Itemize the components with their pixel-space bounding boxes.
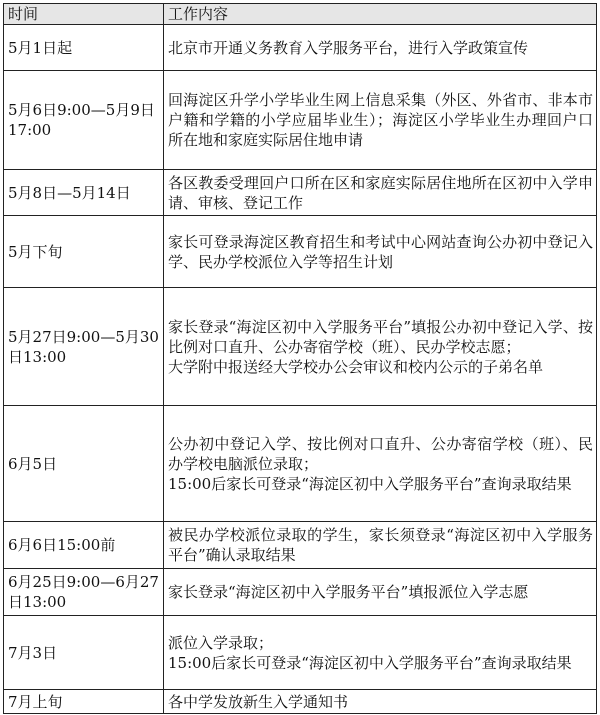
table-row xyxy=(4,71,597,170)
content-cell xyxy=(164,25,597,71)
content-line: 各中学发放新生入学通知书 xyxy=(168,692,349,711)
time-cell: 5月下旬 xyxy=(4,216,164,288)
header-time: 时间 xyxy=(4,4,164,25)
table-row xyxy=(4,170,597,216)
content-line: 北京市开通义务教育入学服务平台，进行入学政策宣传 xyxy=(168,38,529,57)
content-cell xyxy=(164,616,597,690)
table-row xyxy=(4,216,597,288)
time-cell: 6月5日 xyxy=(4,406,164,522)
content-line: 15:00后家长可登录“海淀区初中入学服务平台”查询录取结果 xyxy=(168,474,572,493)
content-line: 各区教委受理回户口所在区和家庭实际居住地所在区初中入学申请、审核、登记工作 xyxy=(168,173,593,212)
table-row xyxy=(4,406,597,522)
table-row xyxy=(4,522,597,569)
time-cell: 5月1日起 xyxy=(4,25,164,71)
content-cell xyxy=(164,71,597,170)
content-cell xyxy=(164,288,597,406)
table-row xyxy=(4,616,597,690)
content-cell xyxy=(164,522,597,569)
content-cell xyxy=(164,216,597,288)
content-line: 公办初中登记入学、按比例对口直升、公办寄宿学校（班）、民办学校电脑派位录取； xyxy=(168,434,593,473)
time-cell: 5月27日9:00—5月30日13:00 xyxy=(4,288,164,406)
table-row xyxy=(4,288,597,406)
admission-schedule-table xyxy=(3,3,597,714)
time-cell: 7月上旬 xyxy=(4,690,164,714)
table-row xyxy=(4,569,597,616)
content-line: 大学附中报送经大学校办公会审议和校内公示的子弟名单 xyxy=(168,357,544,376)
content-line: 家长登录“海淀区初中入学服务平台”填报公办初中登记入学、按比例对口直升、公办寄宿学校（班）、民办学校志愿； xyxy=(168,317,593,356)
time-cell: 5月6日9:00—5月9日17:00 xyxy=(4,71,164,170)
time-cell: 5月8日—5月14日 xyxy=(4,170,164,216)
time-cell: 6月25日9:00—6月27日13:00 xyxy=(4,569,164,616)
content-cell xyxy=(164,690,597,714)
table-row xyxy=(4,690,597,714)
content-line: 派位入学录取； xyxy=(168,633,274,652)
header-row xyxy=(4,4,597,25)
table-row xyxy=(4,25,597,71)
content-line: 家长可登录海淀区教育招生和考试中心网站查询公办初中登记入学、民办学校派位入学等招生计划 xyxy=(168,232,593,271)
content-cell xyxy=(164,170,597,216)
content-cell xyxy=(164,569,597,616)
content-line: 被民办学校派位录取的学生，家长须登录“海淀区初中入学服务平台”确认录取结果 xyxy=(168,526,593,564)
time-cell: 7月3日 xyxy=(4,616,164,690)
content-line: 回海淀区升学小学毕业生网上信息采集（外区、外省市、非本市户籍和学籍的小学应届毕业生）；海淀区小学毕业生办理回户口所在地和家庭实际居住地申请 xyxy=(168,91,593,149)
time-cell: 6月6日15:00前 xyxy=(4,522,164,569)
header-content: 工作内容 xyxy=(164,4,597,25)
content-line: 15:00后家长可登录“海淀区初中入学服务平台”查询录取结果 xyxy=(168,653,572,672)
content-cell xyxy=(164,406,597,522)
content-line: 家长登录“海淀区初中入学服务平台”填报派位入学志愿 xyxy=(168,583,529,601)
